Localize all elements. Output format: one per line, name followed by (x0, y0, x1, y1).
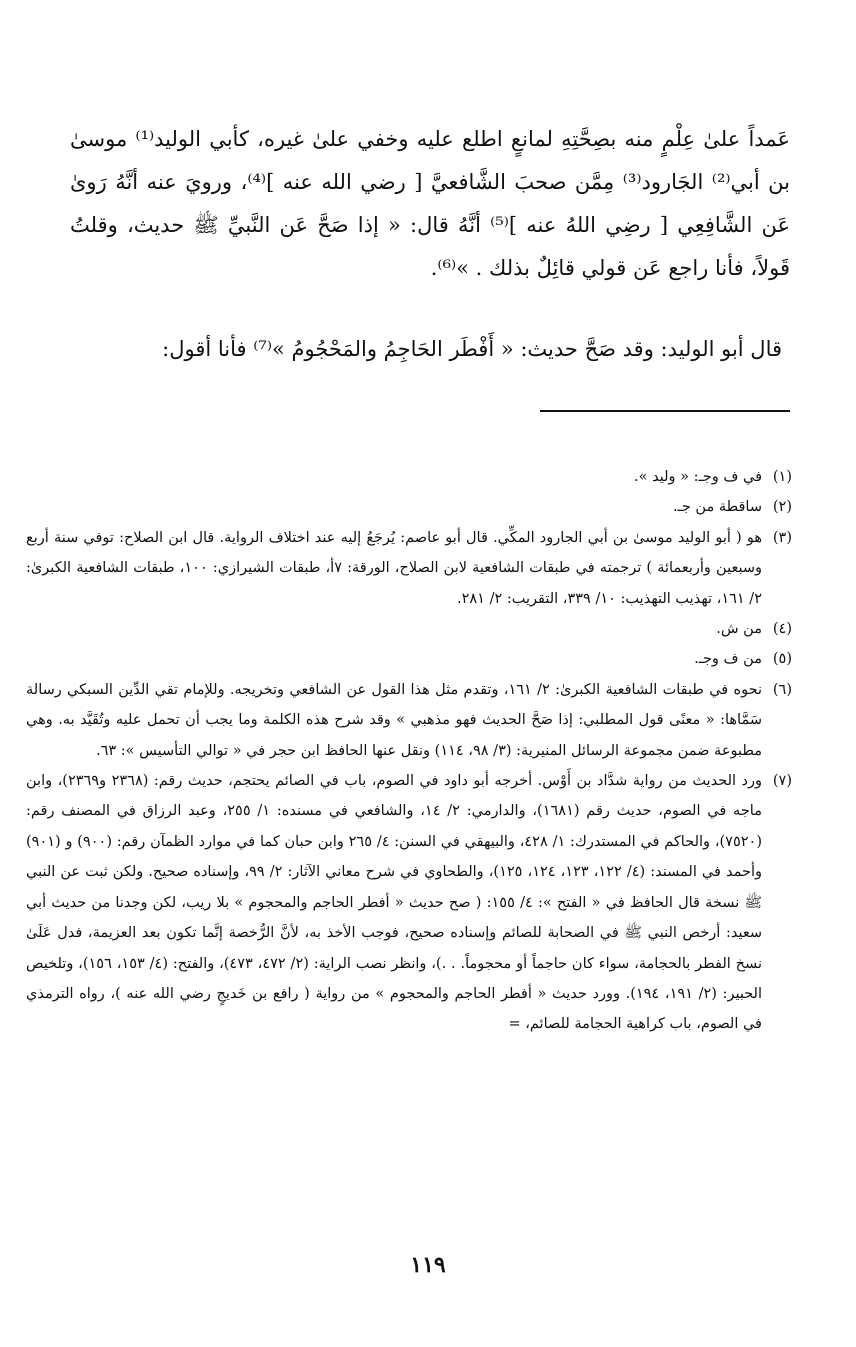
footnote-text: ساقطة من جـ. (672, 499, 762, 516)
footnote-divider (540, 410, 790, 412)
footnote (26, 462, 792, 492)
footnote-number: (٧) (772, 773, 792, 790)
footnote (26, 644, 792, 674)
footnote-text: هو ( أبو الوليد موسىٰ بن أبي الجارود المكِّي. قال أبو عاصم: يُرجَعُ إليه عند اختلاف الرواية. قال ابن الصلاح: توفي سنة أربع وسبعين وأربعمائة ) ترجمته في طبقات الشافعية لابن الصلاح، الورقة: ٧أ، طبقات الشيرازي: ١٠٠، طبقات الشافعية الكبرىٰ: ٢/ ١٦١، تهذيب التهذيب: ١٠/ ٣٣٩، التقريب: ٢/ ٢٨١. (26, 529, 762, 607)
body-quote-paragraph: قال أبو الوليد: وقد صَحَّ حديث: « أَفْطَر الحَاجِمُ والمَحْجُومُ »⁽⁷⁾ فأنا أقول: (162, 337, 782, 361)
body-paragraph: عَمداً علىٰ عِلْمٍ منه بصِحَّتِهِ لمانعٍ اطلع عليه وخفي علىٰ غيره، كأبي الوليد⁽¹⁾ موسىٰ بن أبي⁽²⁾ الجَارود⁽³⁾ مِمَّن صحبَ الشَّافعيَّ [ رضي الله عنه ]⁽⁴⁾، ورويَ عنه أنَّهُ رَوىٰ عَن الشَّافِعِي [ رضِي اللهُ عنه ]⁽⁵⁾ أنَّهُ قال: « إذا صَحَّ عَن النَّبيِّ ﷺ حديث، وقلتُ قَولاً، فأنا راجع عَن قولي قائِلٌ بذلك . »⁽⁶⁾. (70, 127, 791, 280)
footnote-number: (٣) (772, 529, 792, 546)
main-text (70, 118, 790, 290)
footnote-text: في ف وجـ: « وليد ». (634, 469, 762, 485)
footnote-number: (٦) (772, 681, 792, 698)
footnote (26, 675, 792, 766)
footnote-text: من ف وجـ. (694, 651, 762, 668)
footnote (26, 766, 792, 1040)
footnote-text: ورد الحديث من رواية شدَّاد بن أَوْس. أخرجه أبو داود في الصوم، باب في الصائم يحتجم، حديث رقم: (٢٣٦٨ و٢٣٦٩)، وابن ماجه في الصوم، حديث رقم (١٦٨١)، والدارمي: ٢/ ١٤، والشافعي في مسنده: ١/ ٢٥٥، وعبد الرزاق في المصنف رقم: (٧٥٢٠)، والحاكم في المستدرك: ١/ ٤٢٨، والبيهقي في السنن: ٤/ ٢٦٥ وابن حبان كما في موارد الظمآن رقم: (٩٠٠) و (٩٠١) وأحمد في المسند: (٤/ ١٢٢، ١٢٣، ١٢٤، ١٢٥)، والطحاوي في شرح معاني الآثار: ٢/ ٩٩، وإسناده صحيح. ولكن ثبت عن النبي ﷺ نسخة قال الحافظ في « الفتح »: ٤/ ١٥٥: ( صح حديث « أفطر الحاجم والمحجوم » بلا ريب، لكن وجدنا من حديث أبي سعيد: أرخص النبي ﷺ في الصحابة للصائم وإسناده صحيح، فوجب الأخذ به، لأنَّ الرُّخصة إنَّما تكون بعد العزيمة، فدل عَلَىٰ نسخ الفطر بالحجامة، سواء كان حاجماً أو محجوماً. . .)، وانظر نصب الراية: (٢/ ٤٧٢، ٤٧٣)، والفتح: (٤/ ١٥٣، ١٥٦)، وتلخيص الحبير: (٢/ ١٩١، ١٩٤). وورد حديث « أفطر الحاجم والمحجوم » من رواية ( رافع بن خَديجٍ رضي الله عنه )، رواه الترمذي في الصوم، باب كراهية الحجامة للصائم، = (26, 773, 763, 1033)
footnote-number: (٥) (772, 651, 792, 668)
footnote (26, 614, 792, 644)
footnote-number: (٢) (772, 499, 792, 516)
footnote-number: (٤) (772, 621, 792, 638)
page-number: ١١٩ (410, 1252, 446, 1278)
footnote (26, 523, 792, 614)
footnote-text: نحوه في طبقات الشافعية الكبرىٰ: ٢/ ١٦١، وتقدم مثل هذا القول عن الشافعي وتخريجه. وللإمام تقي الدِّين السبكي رسالة سَمَّاها: « معنًى قول المطلبي: إذا صَحَّ الحديث فهو مذهبي » وقد شرح هذه الكلمة وما يجب أن تحمل عليه وتُقَيَّد به. وهي مطبوعة ضمن مجموعة الرسائل المنيرية: (٣/ ٩٨، ١١٤) ونقل عنها الحافظ ابن حجر في « توالي التأسيس »: ٦٣. (26, 681, 763, 759)
footnote (26, 492, 792, 522)
footnote-number: (١) (772, 469, 792, 485)
footnotes (26, 462, 792, 1040)
footnote-text: من ش. (716, 621, 762, 638)
